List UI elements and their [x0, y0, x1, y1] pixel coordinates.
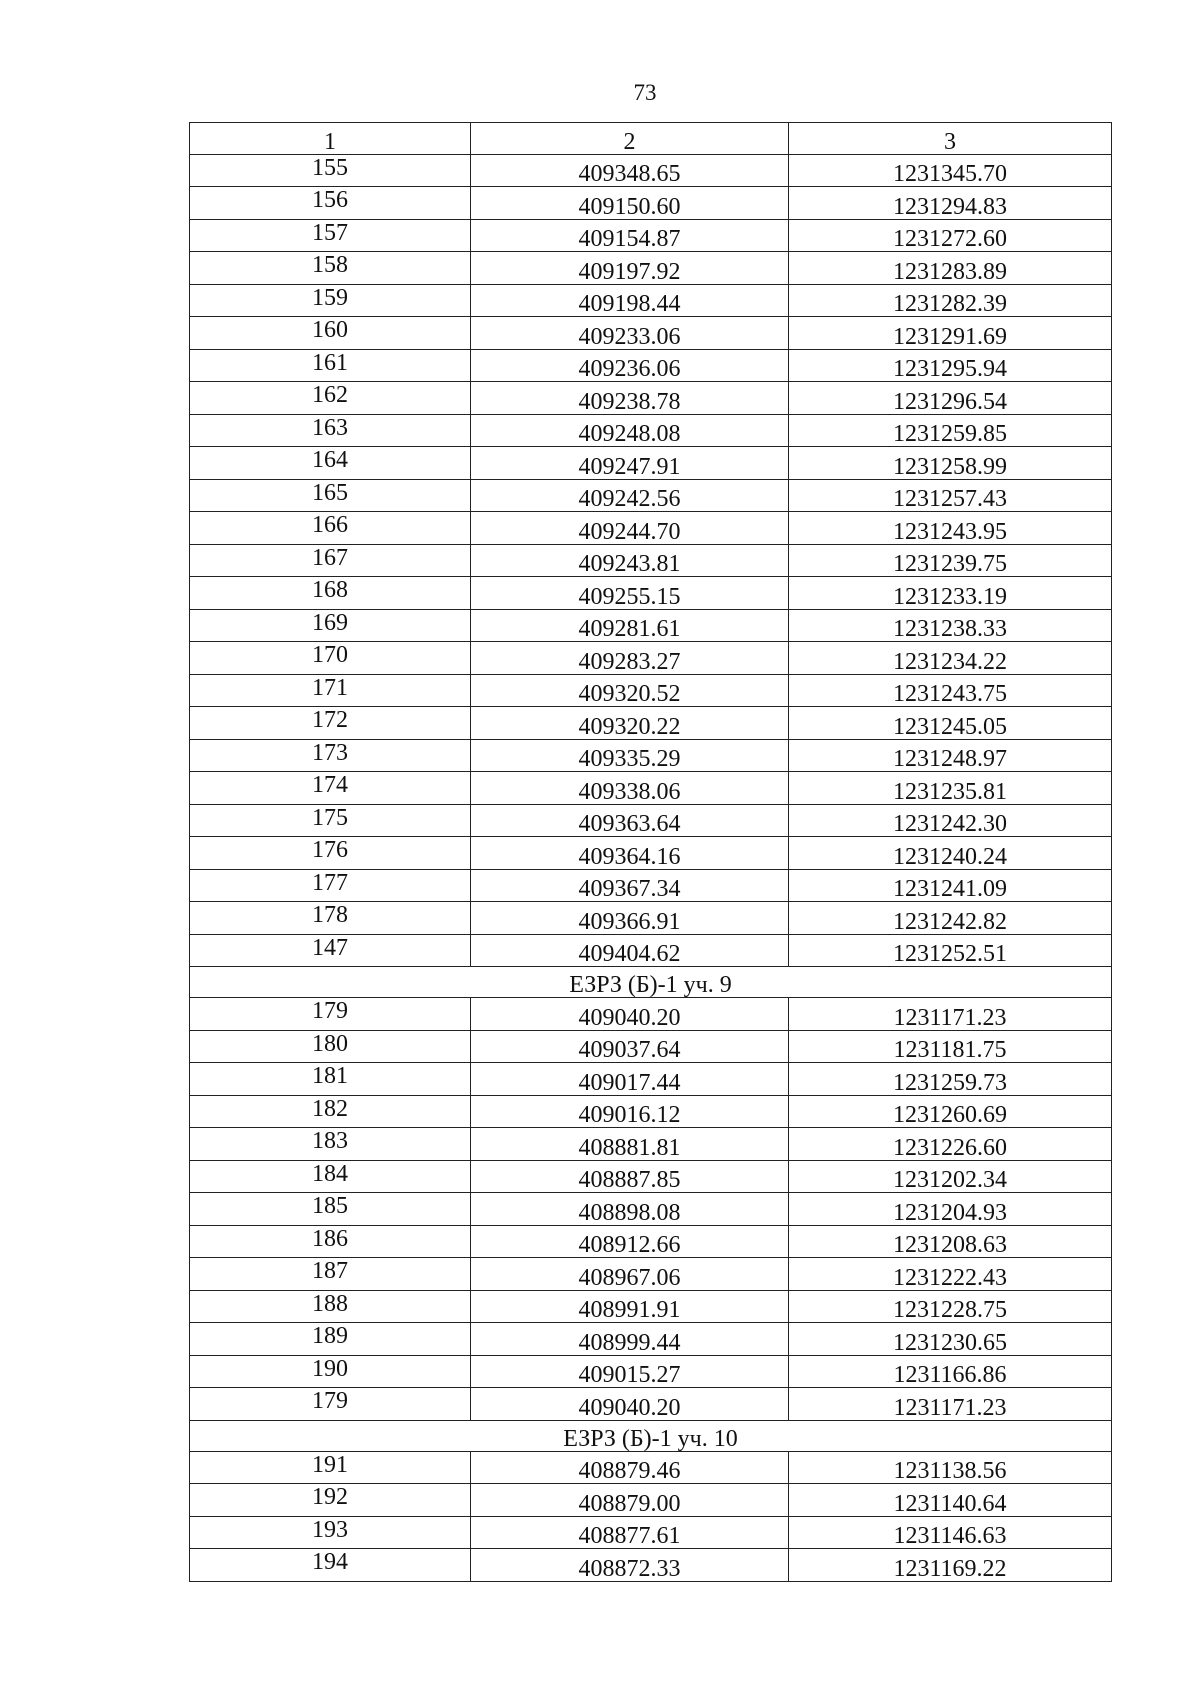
y-coordinate-cell: 1231140.64: [789, 1484, 1112, 1517]
table-row: [190, 1355, 1112, 1388]
table-row: [190, 1160, 1112, 1193]
table-row: [190, 1516, 1112, 1549]
table-row: [190, 1258, 1112, 1291]
y-coordinate-cell: 1231241.09: [789, 869, 1112, 902]
table-row: [190, 674, 1112, 707]
table-row: [190, 512, 1112, 545]
table-row: [190, 187, 1112, 220]
x-coordinate-cell: 409040.20: [471, 998, 789, 1031]
x-coordinate-cell: 409281.61: [471, 609, 789, 642]
x-coordinate-cell: 409154.87: [471, 219, 789, 252]
x-coordinate-cell: 409197.92: [471, 252, 789, 285]
table-row: [190, 479, 1112, 512]
table-row: [190, 284, 1112, 317]
y-coordinate-cell: 1231233.19: [789, 577, 1112, 610]
point-number-cell: 194: [190, 1549, 471, 1582]
x-coordinate-cell: 408879.00: [471, 1484, 789, 1517]
y-coordinate-cell: 1231259.73: [789, 1063, 1112, 1096]
point-number-cell: 184: [190, 1160, 471, 1193]
point-number-cell: 173: [190, 739, 471, 772]
point-number-cell: 160: [190, 317, 471, 350]
point-number-cell: 186: [190, 1225, 471, 1258]
section-heading-row: [190, 1420, 1112, 1451]
point-number-cell: 165: [190, 479, 471, 512]
y-coordinate-cell: 1231248.97: [789, 739, 1112, 772]
column-header-3: 3: [789, 123, 1112, 155]
x-coordinate-cell: 409248.08: [471, 414, 789, 447]
y-coordinate-cell: 1231202.34: [789, 1160, 1112, 1193]
x-coordinate-cell: 409404.62: [471, 934, 789, 967]
x-coordinate-cell: 409367.34: [471, 869, 789, 902]
point-number-cell: 174: [190, 772, 471, 805]
x-coordinate-cell: 409363.64: [471, 804, 789, 837]
y-coordinate-cell: 1231171.23: [789, 1388, 1112, 1421]
y-coordinate-cell: 1231272.60: [789, 219, 1112, 252]
point-number-cell: 162: [190, 382, 471, 415]
y-coordinate-cell: 1231242.30: [789, 804, 1112, 837]
coordinates-table-body: [190, 123, 1112, 1582]
table-row: [190, 1323, 1112, 1356]
table-row: [190, 252, 1112, 285]
point-number-cell: 181: [190, 1063, 471, 1096]
x-coordinate-cell: 409320.52: [471, 674, 789, 707]
point-number-cell: 147: [190, 934, 471, 967]
y-coordinate-cell: 1231171.23: [789, 998, 1112, 1031]
table-row: [190, 1193, 1112, 1226]
point-number-cell: 175: [190, 804, 471, 837]
x-coordinate-cell: 408879.46: [471, 1451, 789, 1484]
x-coordinate-cell: 409320.22: [471, 707, 789, 740]
point-number-cell: 180: [190, 1030, 471, 1063]
table-row: [190, 219, 1112, 252]
y-coordinate-cell: 1231258.99: [789, 447, 1112, 480]
table-row: [190, 577, 1112, 610]
x-coordinate-cell: 408991.91: [471, 1290, 789, 1323]
table-row: [190, 642, 1112, 675]
point-number-cell: 155: [190, 154, 471, 187]
y-coordinate-cell: 1231239.75: [789, 544, 1112, 577]
point-number-cell: 177: [190, 869, 471, 902]
y-coordinate-cell: 1231208.63: [789, 1225, 1112, 1258]
table-row: [190, 804, 1112, 837]
point-number-cell: 188: [190, 1290, 471, 1323]
column-header-1: 1: [190, 123, 471, 155]
table-row: [190, 1451, 1112, 1484]
x-coordinate-cell: 408872.33: [471, 1549, 789, 1582]
x-coordinate-cell: 409338.06: [471, 772, 789, 805]
point-number-cell: 179: [190, 998, 471, 1031]
point-number-cell: 178: [190, 902, 471, 935]
y-coordinate-cell: 1231283.89: [789, 252, 1112, 285]
x-coordinate-cell: 409243.81: [471, 544, 789, 577]
point-number-cell: 172: [190, 707, 471, 740]
y-coordinate-cell: 1231230.65: [789, 1323, 1112, 1356]
table-row: [190, 154, 1112, 187]
point-number-cell: 159: [190, 284, 471, 317]
table-row: [190, 707, 1112, 740]
table-row: [190, 1549, 1112, 1582]
x-coordinate-cell: 408887.85: [471, 1160, 789, 1193]
point-number-cell: 157: [190, 219, 471, 252]
x-coordinate-cell: 409015.27: [471, 1355, 789, 1388]
x-coordinate-cell: 409236.06: [471, 349, 789, 382]
point-number-cell: 193: [190, 1516, 471, 1549]
point-number-cell: 166: [190, 512, 471, 545]
table-header-row: [190, 123, 1112, 155]
x-coordinate-cell: 409366.91: [471, 902, 789, 935]
x-coordinate-cell: 409244.70: [471, 512, 789, 545]
table-row: [190, 837, 1112, 870]
y-coordinate-cell: 1231181.75: [789, 1030, 1112, 1063]
table-row: [190, 772, 1112, 805]
point-number-cell: 156: [190, 187, 471, 220]
table-row: [190, 1290, 1112, 1323]
y-coordinate-cell: 1231243.95: [789, 512, 1112, 545]
table-row: [190, 447, 1112, 480]
x-coordinate-cell: 409242.56: [471, 479, 789, 512]
y-coordinate-cell: 1231146.63: [789, 1516, 1112, 1549]
x-coordinate-cell: 408877.61: [471, 1516, 789, 1549]
x-coordinate-cell: 409017.44: [471, 1063, 789, 1096]
point-number-cell: 187: [190, 1258, 471, 1291]
page-number: 73: [633, 80, 657, 105]
x-coordinate-cell: 409238.78: [471, 382, 789, 415]
point-number-cell: 176: [190, 837, 471, 870]
point-number-cell: 185: [190, 1193, 471, 1226]
x-coordinate-cell: 409233.06: [471, 317, 789, 350]
table-row: [190, 544, 1112, 577]
table-row: [190, 414, 1112, 447]
y-coordinate-cell: 1231243.75: [789, 674, 1112, 707]
table-row: [190, 1128, 1112, 1161]
point-number-cell: 169: [190, 609, 471, 642]
table-row: [190, 317, 1112, 350]
table-row: [190, 869, 1112, 902]
table-row: [190, 998, 1112, 1031]
point-number-cell: 163: [190, 414, 471, 447]
table-row: [190, 1030, 1112, 1063]
point-number-cell: 158: [190, 252, 471, 285]
y-coordinate-cell: 1231282.39: [789, 284, 1112, 317]
table-row: [190, 739, 1112, 772]
x-coordinate-cell: 409283.27: [471, 642, 789, 675]
table-row: [190, 1095, 1112, 1128]
table-row: [190, 1063, 1112, 1096]
point-number-cell: 179: [190, 1388, 471, 1421]
y-coordinate-cell: 1231238.33: [789, 609, 1112, 642]
y-coordinate-cell: 1231252.51: [789, 934, 1112, 967]
y-coordinate-cell: 1231259.85: [789, 414, 1112, 447]
x-coordinate-cell: 409037.64: [471, 1030, 789, 1063]
y-coordinate-cell: 1231242.82: [789, 902, 1112, 935]
y-coordinate-cell: 1231240.24: [789, 837, 1112, 870]
y-coordinate-cell: 1231295.94: [789, 349, 1112, 382]
y-coordinate-cell: 1231222.43: [789, 1258, 1112, 1291]
x-coordinate-cell: 409150.60: [471, 187, 789, 220]
point-number-cell: 167: [190, 544, 471, 577]
y-coordinate-cell: 1231138.56: [789, 1451, 1112, 1484]
point-number-cell: 192: [190, 1484, 471, 1517]
table-row: [190, 1388, 1112, 1421]
point-number-cell: 168: [190, 577, 471, 610]
y-coordinate-cell: 1231260.69: [789, 1095, 1112, 1128]
y-coordinate-cell: 1231257.43: [789, 479, 1112, 512]
table-row: [190, 609, 1112, 642]
x-coordinate-cell: 409247.91: [471, 447, 789, 480]
x-coordinate-cell: 409348.65: [471, 154, 789, 187]
x-coordinate-cell: 409040.20: [471, 1388, 789, 1421]
x-coordinate-cell: 408898.08: [471, 1193, 789, 1226]
table-row: [190, 1484, 1112, 1517]
x-coordinate-cell: 409198.44: [471, 284, 789, 317]
y-coordinate-cell: 1231228.75: [789, 1290, 1112, 1323]
table-row: [190, 382, 1112, 415]
section-heading: ЕЗРЗ (Б)-1 уч. 9: [190, 967, 1112, 998]
y-coordinate-cell: 1231204.93: [789, 1193, 1112, 1226]
section-heading-row: [190, 967, 1112, 998]
x-coordinate-cell: 408912.66: [471, 1225, 789, 1258]
y-coordinate-cell: 1231294.83: [789, 187, 1112, 220]
section-heading: ЕЗРЗ (Б)-1 уч. 10: [190, 1420, 1112, 1451]
point-number-cell: 191: [190, 1451, 471, 1484]
x-coordinate-cell: 409255.15: [471, 577, 789, 610]
y-coordinate-cell: 1231245.05: [789, 707, 1112, 740]
y-coordinate-cell: 1231235.81: [789, 772, 1112, 805]
y-coordinate-cell: 1231166.86: [789, 1355, 1112, 1388]
point-number-cell: 170: [190, 642, 471, 675]
table-row: [190, 934, 1112, 967]
x-coordinate-cell: 409364.16: [471, 837, 789, 870]
x-coordinate-cell: 408881.81: [471, 1128, 789, 1161]
coordinates-table: [189, 122, 1112, 1582]
y-coordinate-cell: 1231296.54: [789, 382, 1112, 415]
y-coordinate-cell: 1231291.69: [789, 317, 1112, 350]
x-coordinate-cell: 409016.12: [471, 1095, 789, 1128]
x-coordinate-cell: 408967.06: [471, 1258, 789, 1291]
table-row: [190, 349, 1112, 382]
y-coordinate-cell: 1231234.22: [789, 642, 1112, 675]
y-coordinate-cell: 1231345.70: [789, 154, 1112, 187]
x-coordinate-cell: 409335.29: [471, 739, 789, 772]
column-header-2: 2: [471, 123, 789, 155]
table-row: [190, 902, 1112, 935]
point-number-cell: 189: [190, 1323, 471, 1356]
point-number-cell: 171: [190, 674, 471, 707]
y-coordinate-cell: 1231226.60: [789, 1128, 1112, 1161]
point-number-cell: 183: [190, 1128, 471, 1161]
table-row: [190, 1225, 1112, 1258]
point-number-cell: 190: [190, 1355, 471, 1388]
point-number-cell: 182: [190, 1095, 471, 1128]
x-coordinate-cell: 408999.44: [471, 1323, 789, 1356]
y-coordinate-cell: 1231169.22: [789, 1549, 1112, 1582]
point-number-cell: 161: [190, 349, 471, 382]
point-number-cell: 164: [190, 447, 471, 480]
